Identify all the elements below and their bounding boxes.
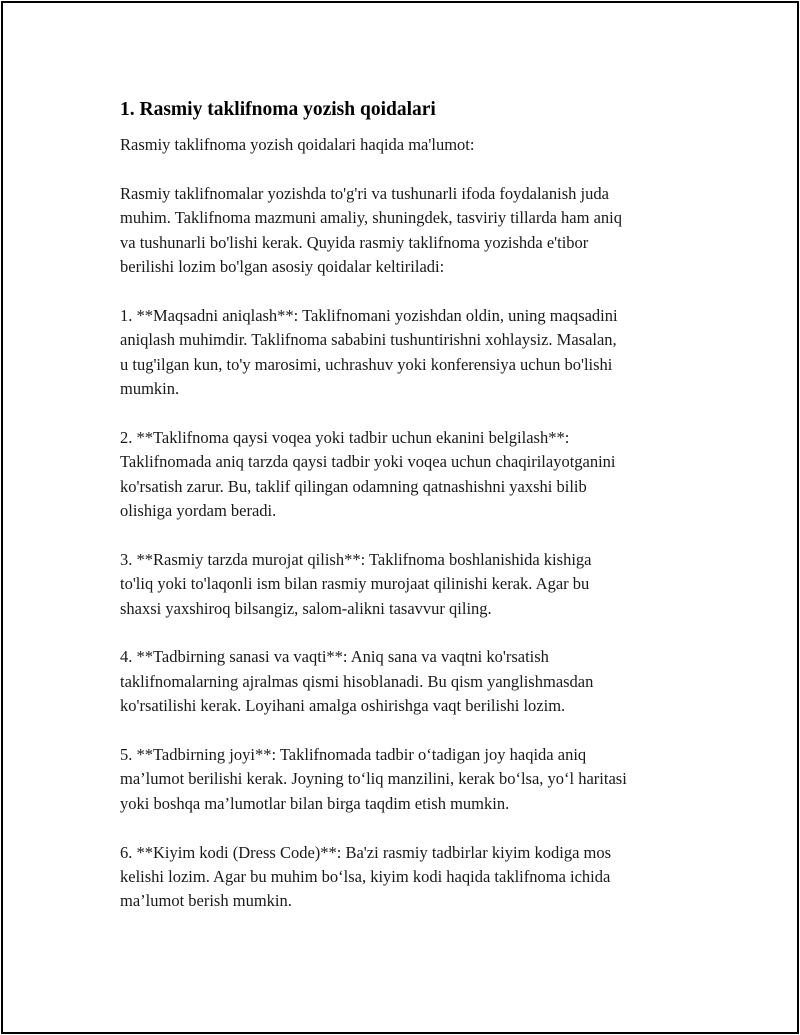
rule-2-paragraph: 2. **Taklifnoma qaysi voqea yoki tadbir uchun ekanini belgilash**: Taklifnomada aniq tarzda qaysi tadbir yoki voqea uchun chaqirilayotganini ko'rsatish zarur. Bu, taklif qilingan odamning qatnashishni yaxshi bilib olishiga yordam beradi. bbox=[120, 427, 616, 521]
rule-6-paragraph: 6. **Kiyim kodi (Dress Code)**: Ba'zi rasmiy tadbirlar kiyim kodiga mos kelishi lozim. Agar bu muhim bo‘lsa, kiyim kodi haqida taklifnoma ichida ma’lumot berish mumkin. bbox=[120, 842, 612, 911]
rule-1-paragraph: 1. **Maqsadni aniqlash**: Taklifnomani yozishdan oldin, uning maqsadini aniqlash muhimdir. Taklifnoma sababini tushuntirishni xohlaysiz. Masalan, u tug'ilgan kun, to'y marosimi, uchrashuv yoki konferensiya uchun bo'lishi mumkin. bbox=[120, 305, 618, 399]
page-frame bbox=[1, 1, 799, 1034]
document-title: 1. Rasmiy taklifnoma yozish qoidalari bbox=[120, 99, 436, 120]
intro-paragraph: Rasmiy taklifnoma yozish qoidalari haqida ma'lumot: bbox=[120, 135, 475, 154]
document-body bbox=[120, 97, 700, 938]
overview-paragraph: Rasmiy taklifnomalar yozishda to'g'ri va tushunarli ifoda foydalanish juda muhim. Taklifnoma mazmuni amaliy, shuningdek, tasviriy tillarda ham aniq va tushunarli bo'lishi kerak. Quyida rasmiy taklifnoma yozishda e'tibor berilishi lozim bo'lgan asosiy qoidalar keltiriladi: bbox=[120, 183, 622, 277]
rule-4-paragraph: 4. **Tadbirning sanasi va vaqti**: Aniq sana va vaqtni ko'rsatish taklifnomalarning ajralmas qismi hisoblanadi. Bu qism yanglishmasdan ko'rsatilishi kerak. Loyihani amalga oshirishga vaqt berilishi lozim. bbox=[120, 647, 594, 716]
rule-3-paragraph: 3. **Rasmiy tarzda murojat qilish**: Taklifnoma boshlanishida kishiga to'liq yoki to'laqonli ism bilan rasmiy murojaat qilinishi kerak. Agar bu shaxsi yaxshiroq bilsangiz, salom-alikni tasavvur qiling. bbox=[120, 549, 592, 618]
rule-5-paragraph: 5. **Tadbirning joyi**: Taklifnomada tadbir o‘tadigan joy haqida aniq ma’lumot berilishi kerak. Joyning to‘liq manzilini, kerak bo‘lsa, yo‘l haritasi yoki boshqa ma’lumotlar bilan birga taqdim etish mumkin. bbox=[120, 745, 627, 813]
